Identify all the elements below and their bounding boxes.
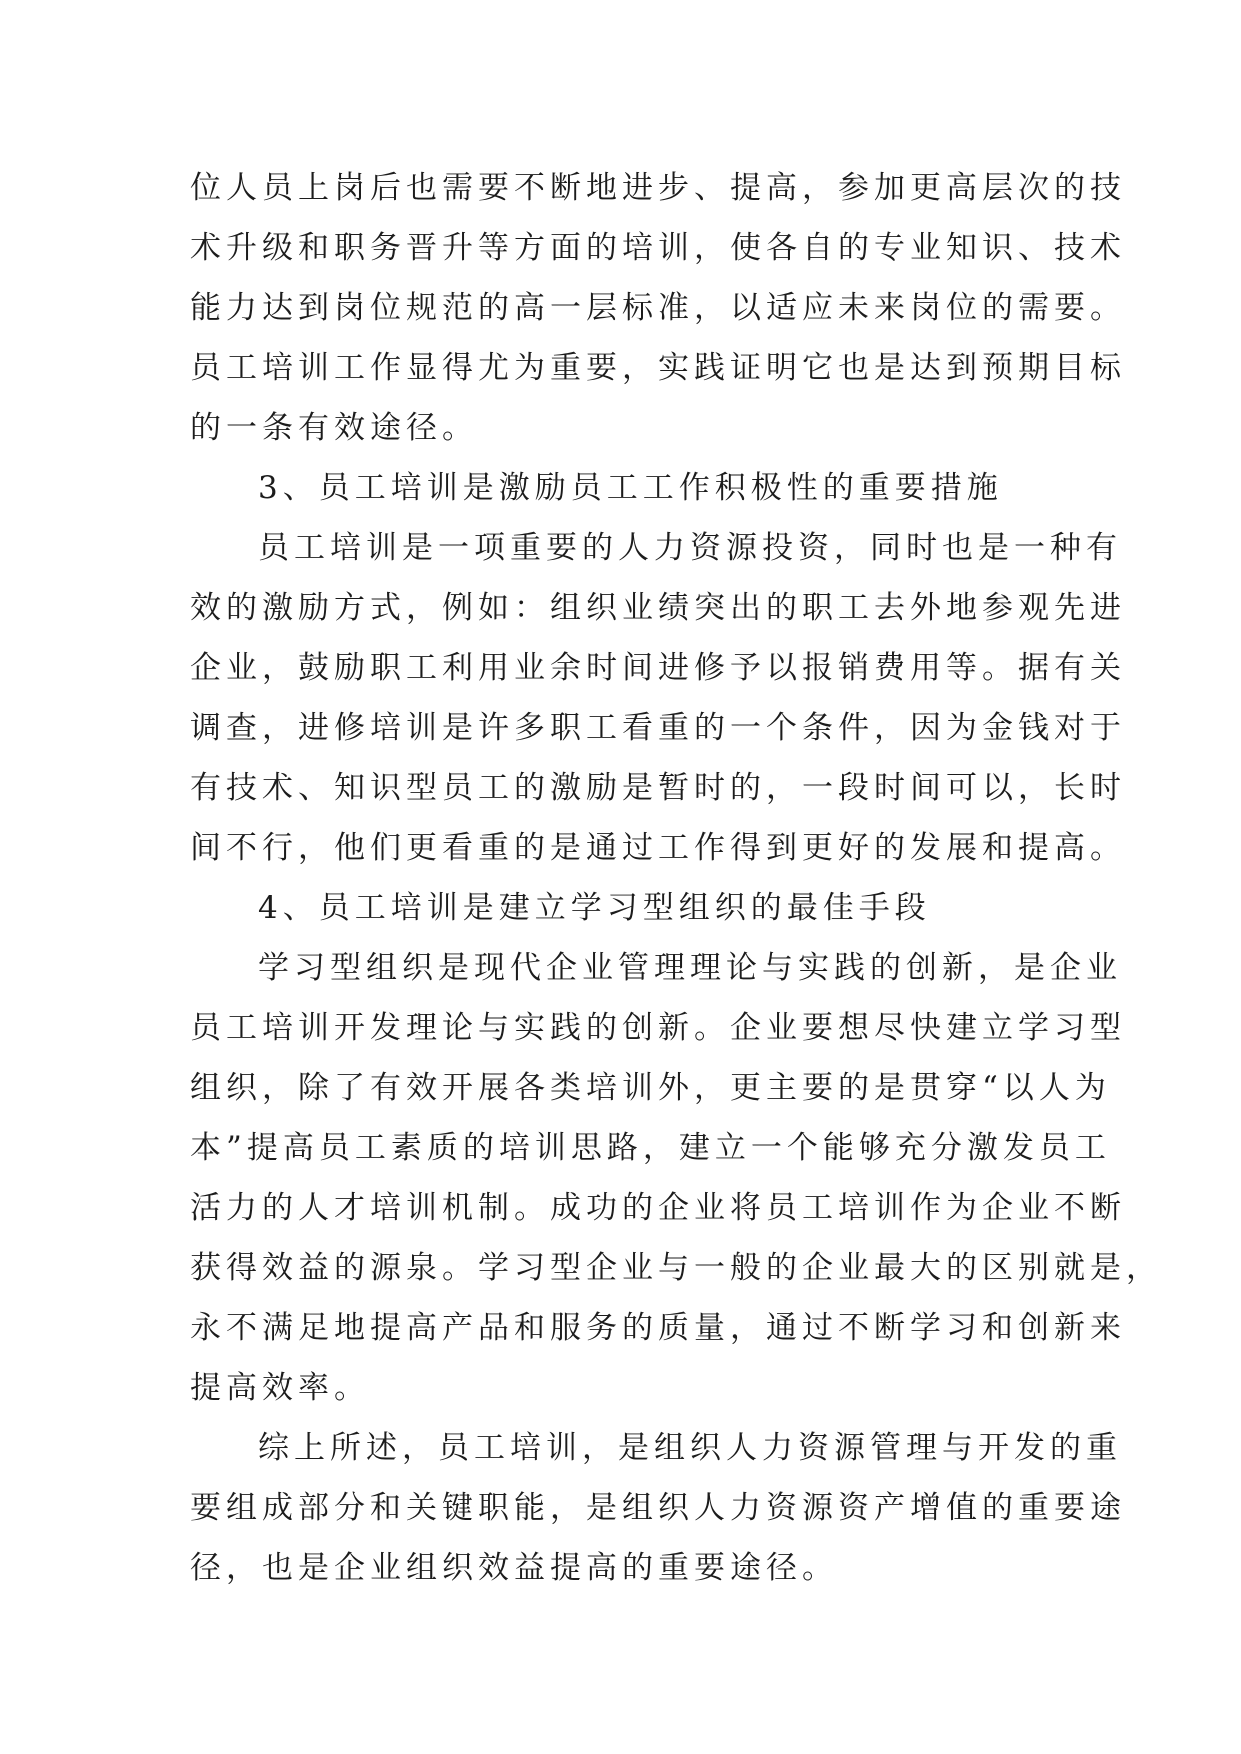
text-line: 提高效率。 [190,1370,370,1406]
text-line: 综上所述，员工培训，是组织人力资源管理与开发的重 [258,1430,1122,1466]
body-text [190,158,1162,1598]
text-line: 径，也是企业组织效益提高的重要途径。 [190,1550,838,1586]
section-heading-3: 3、员工培训是激励员工工作积极性的重要措施 [258,470,1003,506]
text-line: 永不满足地提高产品和服务的质量，通过不断学习和创新来 [190,1310,1126,1346]
text-line: 获得效益的源泉。学习型企业与一般的企业最大的区别就是， [190,1250,1162,1286]
text-line: 企业，鼓励职工利用业余时间进修予以报销费用等。据有关 [190,650,1126,686]
text-line: 员工培训是一项重要的人力资源投资，同时也是一种有 [258,530,1122,566]
text-line: 员工培训工作显得尤为重要，实践证明它也是达到预期目标 [190,350,1126,386]
text-line: 员工培训开发理论与实践的创新。企业要想尽快建立学习型 [190,1010,1126,1046]
text-line: 本”提高员工素质的培训思路，建立一个能够充分激发员工 [190,1130,1111,1166]
text-line: 效的激励方式，例如：组织业绩突出的职工去外地参观先进 [190,590,1126,626]
text-line: 有技术、知识型员工的激励是暂时的，一段时间可以，长时 [190,770,1126,806]
text-line: 位人员上岗后也需要不断地进步、提高，参加更高层次的技 [190,170,1126,206]
text-line: 组织，除了有效开展各类培训外，更主要的是贯穿“以人为 [190,1070,1111,1106]
text-line: 学习型组织是现代企业管理理论与实践的创新，是企业 [258,950,1122,986]
text-line: 调查，进修培训是许多职工看重的一个条件，因为金钱对于 [190,710,1126,746]
section-heading-4: 4、员工培训是建立学习型组织的最佳手段 [258,890,931,926]
text-line: 要组成部分和关键职能，是组织人力资源资产增值的重要途 [190,1490,1126,1526]
text-line: 能力达到岗位规范的高一层标准，以适应未来岗位的需要。 [190,290,1126,326]
text-line: 活力的人才培训机制。成功的企业将员工培训作为企业不断 [190,1190,1126,1226]
text-line: 间不行，他们更看重的是通过工作得到更好的发展和提高。 [190,830,1126,866]
text-line: 术升级和职务晋升等方面的培训，使各自的专业知识、技术 [190,230,1126,266]
text-line: 的一条有效途径。 [190,410,478,446]
